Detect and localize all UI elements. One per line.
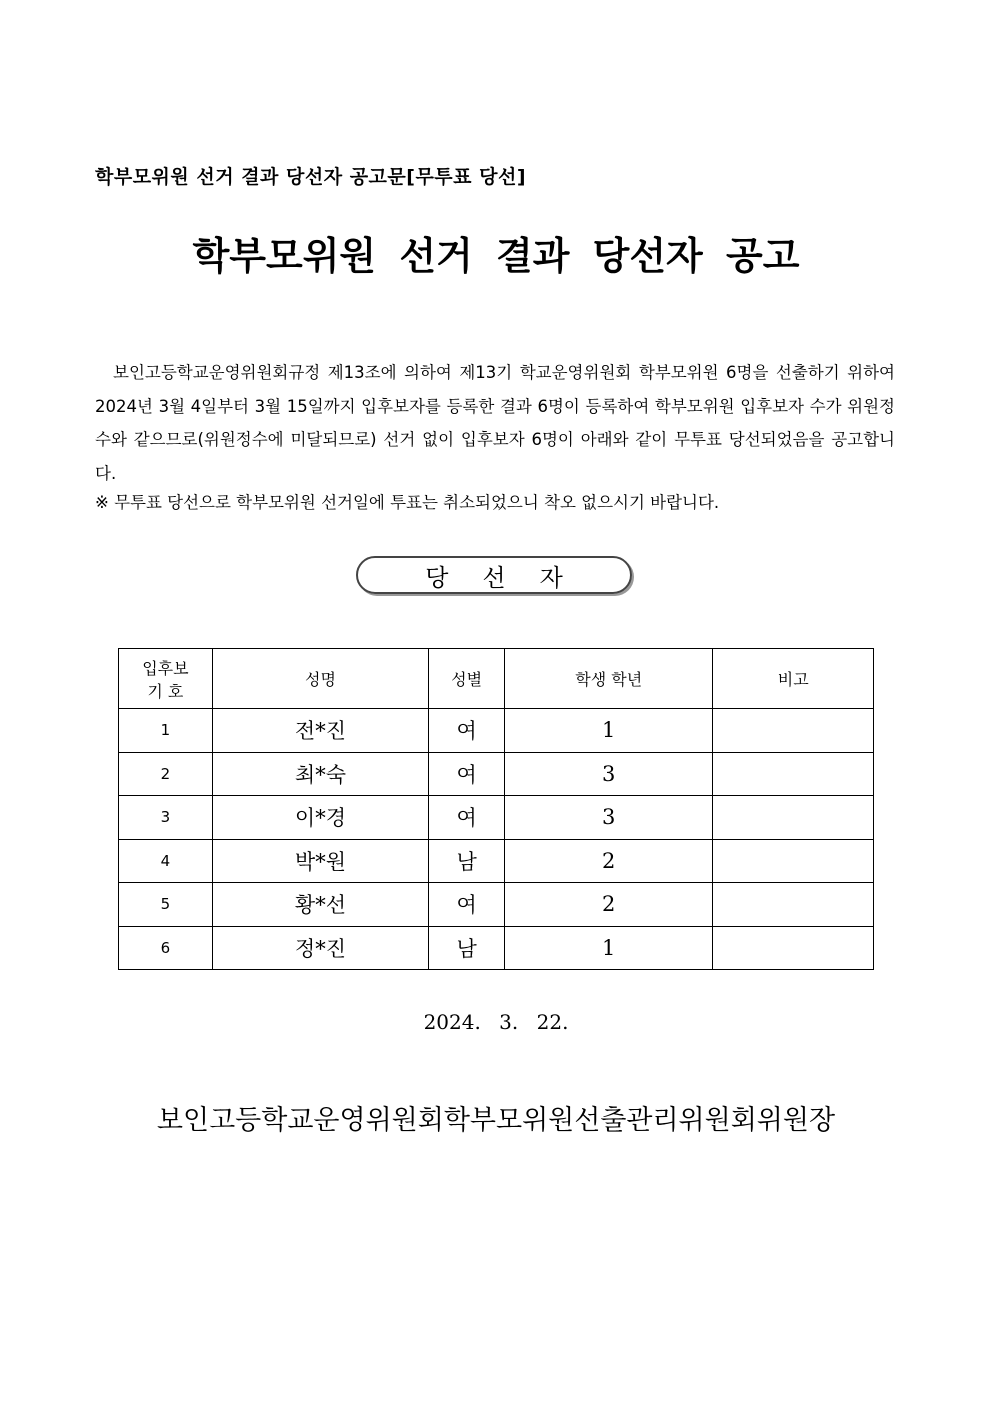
- cell-number: 5: [119, 883, 213, 927]
- cell-name: 박*원: [212, 839, 428, 883]
- cell-number: 6: [119, 926, 213, 970]
- cell-note: [713, 883, 874, 927]
- header-gender: 성별: [429, 649, 505, 709]
- header-note: 비고: [713, 649, 874, 709]
- table-row: [119, 883, 874, 927]
- cell-number: 3: [119, 796, 213, 840]
- cell-gender: 남: [429, 839, 505, 883]
- page-title: 학부모위원 선거 결과 당선자 공고: [192, 234, 800, 278]
- header-number: [119, 649, 213, 709]
- header-grade: 학생 학년: [505, 649, 713, 709]
- document-header: 학부모위원 선거 결과 당선자 공고문[무투표 당선]: [95, 166, 527, 188]
- cell-note: [713, 709, 874, 753]
- cell-gender: 여: [429, 709, 505, 753]
- table-row: [119, 839, 874, 883]
- cell-gender: 여: [429, 752, 505, 796]
- cell-grade: 2: [505, 839, 713, 883]
- cell-number: 1: [119, 709, 213, 753]
- cell-grade: 1: [505, 709, 713, 753]
- cell-number: 4: [119, 839, 213, 883]
- issuer-signature: 보인고등학교운영위원회학부모위원선출관리위원회위원장: [156, 1105, 836, 1136]
- cell-note: [713, 752, 874, 796]
- cell-note: [713, 796, 874, 840]
- winners-label: 당선자: [356, 556, 632, 594]
- cell-name: 정*진: [212, 926, 428, 970]
- table-row: [119, 796, 874, 840]
- table-row: [119, 752, 874, 796]
- cell-grade: 2: [505, 883, 713, 927]
- cell-gender: 여: [429, 883, 505, 927]
- cell-number: 2: [119, 752, 213, 796]
- announcement-body-text: 보인고등학교운영위원회규정 제13조에 의하여 제13기 학교운영위원회 학부모위원 6명을 선출하기 위하여 2024년 3월 4일부터 3월 15일까지 입후보자를 등록한 결과 6명이 등록하여 학부모위원 입후보자 수가 위원정수와 같으므로(위원정수에 미달되므로) 선거 없이 입후보자 6명이 아래와 같이 무투표 당선되었음을 공고합니다.: [95, 363, 895, 483]
- header-name: 성명: [212, 649, 428, 709]
- announcement-note: ※ 무투표 당선으로 학부모위원 선거일에 투표는 취소되었으니 착오 없으시기 바랍니다.: [95, 493, 720, 512]
- table-row: [119, 709, 874, 753]
- cell-note: [713, 839, 874, 883]
- cell-name: 이*경: [212, 796, 428, 840]
- cell-gender: 여: [429, 796, 505, 840]
- announcement-body: [95, 356, 895, 490]
- cell-name: 전*진: [212, 709, 428, 753]
- cell-gender: 남: [429, 926, 505, 970]
- cell-grade: 3: [505, 796, 713, 840]
- cell-grade: 1: [505, 926, 713, 970]
- cell-note: [713, 926, 874, 970]
- header-number-line1: 입후보: [142, 658, 189, 678]
- table-row: [119, 926, 874, 970]
- cell-name: 황*선: [212, 883, 428, 927]
- winners-table: [118, 648, 874, 970]
- cell-grade: 3: [505, 752, 713, 796]
- table-header-row: [119, 649, 874, 709]
- header-number-line2: 기 호: [147, 681, 184, 701]
- announcement-date: 2024. 3. 22.: [423, 1010, 569, 1034]
- cell-name: 최*숙: [212, 752, 428, 796]
